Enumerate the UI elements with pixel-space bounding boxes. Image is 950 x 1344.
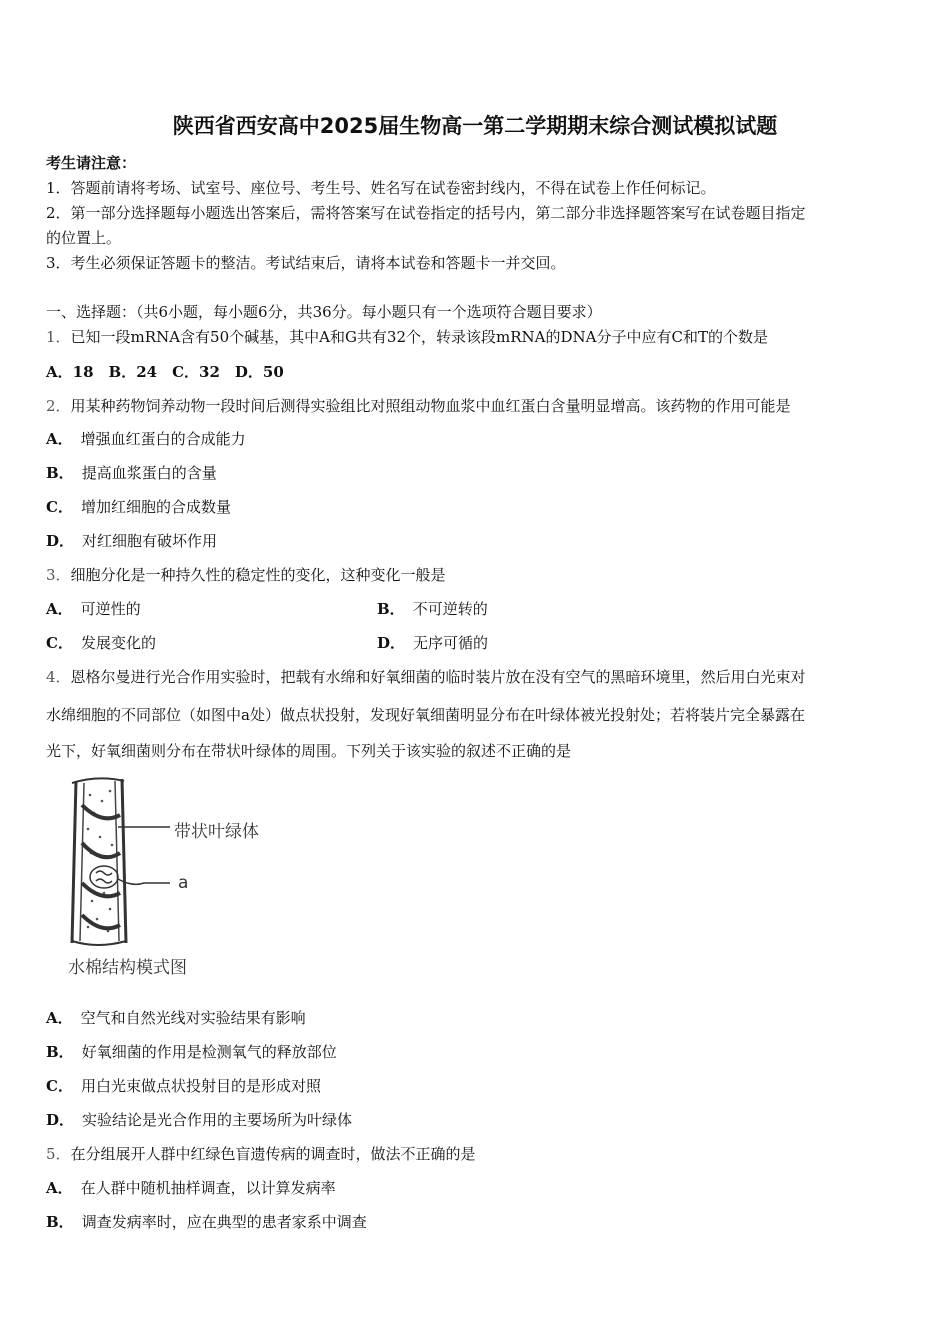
option-b <box>46 463 217 483</box>
option-text: 空气和自然光线对实验结果有影响 <box>80 1009 306 1027</box>
question-5 <box>46 1144 476 1164</box>
option-text: 调查发病率时，应在典型的患者家系中调查 <box>81 1213 367 1231</box>
option-label: C． <box>46 1077 73 1095</box>
question-number: 4． <box>46 668 71 686</box>
option-label: D． <box>377 634 406 652</box>
notice-item: 2．第一部分选择题每小题选出答案后，需将答案写在试卷指定的括号内，第二部分非选择题答案写在试卷题目指定 <box>46 204 806 222</box>
question-text: 在分组展开人群中红绿色盲遗传病的调查时，做法不正确的是 <box>70 1145 476 1163</box>
option-label: B． <box>46 1213 74 1231</box>
figure-caption: 水棉结构模式图 <box>68 958 187 978</box>
option-text: 提高血浆蛋白的含量 <box>81 464 217 482</box>
question-text-continued: 光下，好氧细菌则分布在带状叶绿体的周围。下列关于该实验的叙述不正确的是 <box>46 742 572 760</box>
question-number: 2． <box>46 397 71 415</box>
option-text: 无序可循的 <box>413 634 489 652</box>
option-d <box>46 531 217 551</box>
question-number: 5． <box>46 1145 71 1163</box>
option-d <box>46 1110 352 1130</box>
label-chloroplast: 带状叶绿体 <box>174 822 259 842</box>
option-b <box>377 599 488 619</box>
option-text: 对红细胞有破坏作用 <box>82 532 218 550</box>
question-text-continued: 水绵细胞的不同部位（如图中a处）做点状投射，发现好氧细菌明显分布在叶绿体被光投射处；若将装片完全暴露在 <box>46 706 805 724</box>
option-label: D． <box>46 1111 75 1129</box>
option-a <box>46 1178 336 1198</box>
option-a <box>46 1008 306 1028</box>
option-text: 实验结论是光合作用的主要场所为叶绿体 <box>82 1111 353 1129</box>
option-label: A． <box>46 430 73 448</box>
option-d <box>377 633 488 653</box>
question-4 <box>46 667 806 687</box>
question-2 <box>46 396 791 416</box>
question-number: 1． <box>46 328 71 346</box>
notice-item: 的位置上。 <box>46 229 122 247</box>
option-text: 可逆性的 <box>80 600 141 618</box>
question-3 <box>46 565 446 585</box>
question-text: 用某种药物饲养动物一段时间后测得实验组比对照组动物血浆中血红蛋白含量明显增高。该药物的作用可能是 <box>70 397 791 415</box>
option-c <box>46 1076 321 1096</box>
option-text: 增加红细胞的合成数量 <box>80 498 231 516</box>
notice-item: 1．答题前请将考场、试室号、座位号、考生号、姓名写在试卷密封线内，不得在试卷上作任何标记。 <box>46 179 716 197</box>
option-text: 在人群中随机抽样调查，以计算发病率 <box>80 1179 336 1197</box>
section-heading: 一、选择题：（共6小题，每小题6分，共36分。每小题只有一个选项符合题目要求） <box>46 303 602 321</box>
option-text: 发展变化的 <box>80 634 156 652</box>
question-1 <box>46 327 768 347</box>
option-text: 增强血红蛋白的合成能力 <box>80 430 246 448</box>
notice-item: 3．考生必须保证答题卡的整洁。考试结束后，请将本试卷和答题卡一并交回。 <box>46 254 566 272</box>
option-label: B． <box>377 600 405 618</box>
page-title: 陕西省西安高中2025届生物高一第二学期期末综合测试模拟试题 <box>172 114 778 138</box>
question-text: 恩格尔曼进行光合作用实验时，把载有水绵和好氧细菌的临时装片放在没有空气的黑暗环境里，然后用白光束对 <box>70 668 806 686</box>
option-label: A． <box>46 1009 73 1027</box>
option-label: D． <box>46 532 75 550</box>
option-a <box>46 599 141 619</box>
option-text: 好氧细菌的作用是检测氧气的释放部位 <box>81 1043 337 1061</box>
question-text: 已知一段mRNA含有50个碱基，其中A和G共有32个，转录该段mRNA的DNA分子中应有C和T的个数是 <box>70 328 768 346</box>
option-label: C． <box>46 498 73 516</box>
question-text: 细胞分化是一种持久性的稳定性的变化，这种变化一般是 <box>70 566 446 584</box>
question-1-options: A．18 B．24 C．32 D．50 <box>46 363 284 381</box>
option-text: 不可逆转的 <box>412 600 488 618</box>
option-c <box>46 633 156 653</box>
option-label: B． <box>46 464 74 482</box>
notice-heading: 考生请注意： <box>46 154 137 172</box>
question-number: 3． <box>46 566 71 584</box>
option-c <box>46 497 231 517</box>
option-text: 用白光束做点状投射目的是形成对照 <box>80 1077 321 1095</box>
label-a: a <box>178 873 189 893</box>
option-label: A． <box>46 1179 73 1197</box>
spirogyra-diagram <box>62 775 292 950</box>
option-label: A． <box>46 600 73 618</box>
option-a <box>46 429 246 449</box>
spirogyra-figure <box>62 775 292 985</box>
option-label: C． <box>46 634 73 652</box>
option-b <box>46 1212 367 1232</box>
option-b <box>46 1042 337 1062</box>
option-label: B． <box>46 1043 74 1061</box>
